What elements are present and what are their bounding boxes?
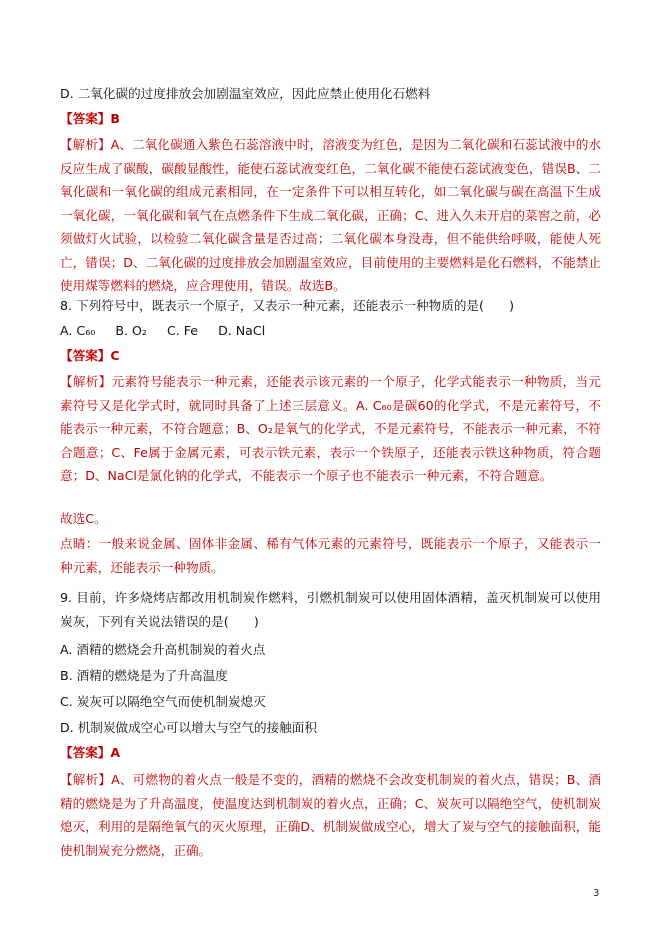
- q9-answer: 【答案】A: [60, 745, 121, 760]
- q8-option-a: A. C₆₀: [60, 323, 96, 338]
- q8-option-b: B. O₂: [115, 323, 147, 338]
- q9-option-d: D. 机制炭做成空心可以增大与空气的接触面积: [60, 720, 317, 735]
- q9-option-b: B. 酒精的燃烧是为了升高温度: [60, 668, 228, 683]
- q9-analysis: 【解析】A、可燃物的着火点一般是不变的，酒精的燃烧不会改变机制炭的着火点，错误；B、酒精的燃烧是为了升高温度，使温度达到机制炭的着火点，正确；C、炭灰可以隔绝空气，使机制炭熄灭，利用的是隔绝氧气的灭火原理，正确D、机制炭做成空心，增大了炭与空气的接触面积，能使机制炭充分燃烧，正确。: [60, 772, 601, 858]
- q8-options: [60, 322, 281, 340]
- q7-option-d: D. 二氧化碳的过度排放会加剧温室效应，因此应禁止使用化石燃料: [60, 86, 431, 101]
- q8-tip: 点睛：一般来说金属、固体非金属、稀有气体元素的元素符号，既能表示一个原子，又能表示一种元素，还能表示一种物质。: [60, 536, 601, 575]
- page-number: 3: [593, 888, 600, 899]
- q8-conclusion: 故选C。: [60, 511, 107, 526]
- q9-option-c: C. 炭灰可以隔绝空气而使机制炭熄灭: [60, 694, 266, 709]
- q9-option-a: A. 酒精的燃烧会升高机制炭的着火点: [60, 642, 266, 657]
- q8-stem: 8. 下列符号中，既表示一个原子，又表示一种元素，还能表示一种物质的是( ): [60, 298, 515, 313]
- q7-analysis: 【解析】A、二氧化碳通入紫色石蕊溶液中时，溶液变为红色，是因为二氧化碳和石蕊试液中的水反应生成了碳酸，碳酸显酸性，能使石蕊试液变红色，二氧化碳不能使石蕊试液变色，错误B、二氧化碳和一氧化碳的组成元素相同，在一定条件下可以相互转化，如二氧化碳与碳在高温下生成一氧化碳，一氧化碳和氧气在点燃条件下生成二氧化碳，正确；C、进入久未开启的菜窖之前，必须做灯火试验，以检验二氧化碳含量是否过高；二氧化碳本身没毒，但不能供给呼吸，能使人死亡，错误；D、二氧化碳的过度排放会加剧温室效应，目前使用的主要燃料是化石燃料，不能禁止使用煤等燃料的燃烧，应合理使用，错误。故选B。: [60, 137, 601, 293]
- q9-stem: 9. 目前，许多烧烤店都改用机制炭作燃料，引燃机制炭可以使用固体酒精，盖灭机制炭可以使用炭灰，下列有关说法错误的是( ): [60, 590, 601, 629]
- q8-option-c: C. Fe: [166, 323, 199, 338]
- q8-option-d: D. NaCl: [218, 323, 266, 338]
- q8-analysis: 【解析】元素符号能表示一种元素，还能表示该元素的一个原子，化学式能表示一种物质，当元素符号又是化学式时，就同时具备了上述三层意义。A. C₆₀是碳60的化学式，不是元素符号，不能表示一种元素，不符合题意；B、O₂是氧气的化学式，不是元素符号，不能表示一种元素，不符合题意；C、Fe属于金属元素，可表示铁元素，表示一个铁原子，还能表示铁这种物质，符合题意；D、NaCl是氯化钠的化学式，不能表示一个原子也不能表示一种元素，不符合题意。: [60, 374, 601, 483]
- q7-answer: 【答案】B: [60, 111, 120, 126]
- q8-answer: 【答案】C: [60, 348, 120, 363]
